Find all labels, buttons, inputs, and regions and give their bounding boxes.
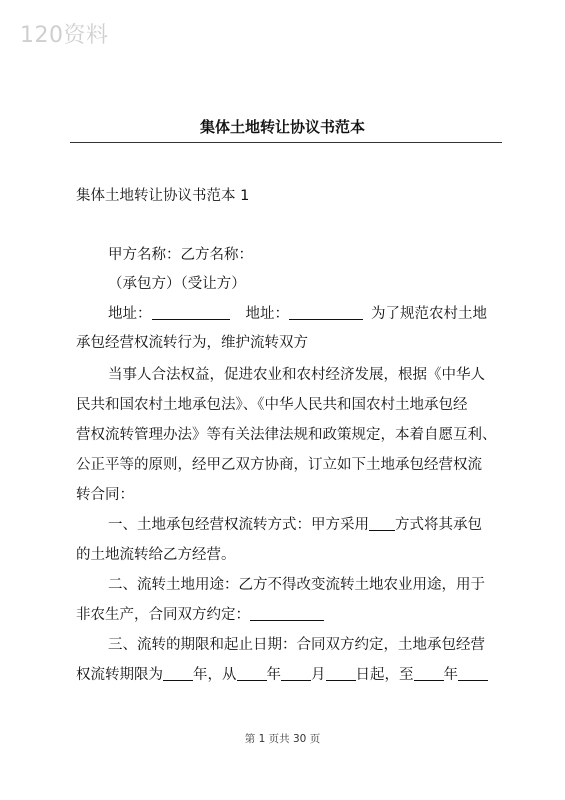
year-label: 年: [266, 667, 281, 683]
body-text-6: 民共和国农村土地承包法》、《中华人民共和国农村土地承包经: [76, 397, 468, 413]
body-line-7: [76, 423, 497, 444]
clause-2-line-2: [76, 603, 324, 624]
body-line-4: [76, 331, 308, 352]
clause-1-text-b: 方式将其承包: [395, 517, 482, 533]
clause-2-line: [108, 573, 485, 594]
clause-1-text-c: 的土地流转给乙方经营。: [76, 547, 236, 563]
body-line-9: [76, 483, 134, 504]
clause-3-line-2: [76, 663, 488, 684]
end-year-label: 年: [443, 667, 458, 683]
address-a-label: 地址：: [108, 306, 152, 322]
party-roles-line: [108, 272, 246, 293]
term-label: 权流转期限为: [76, 667, 163, 683]
body-text-9: 转合同：: [76, 487, 134, 503]
body-text-7: 营权流转管理办法》等有关法律法规和政策规定，本着自愿互利、: [76, 427, 497, 443]
until-label: 日起，至: [355, 667, 414, 683]
address-line: [108, 302, 487, 323]
month-label: 月: [311, 667, 326, 683]
clause-3-line: [108, 633, 485, 654]
title-divider: [70, 142, 502, 143]
clause-2-text-a: 二、流转土地用途：乙方不得改变流转土地农业用途，用于: [108, 577, 485, 593]
body-text-8: 公正平等的原则，经甲乙双方协商，订立如下土地承包经营权流: [76, 457, 482, 473]
clause-3-text-a: 三、流转的期限和起止日期：合同双方约定，土地承包经营: [108, 637, 485, 653]
section-heading: 集体土地转让协议书范本 1: [76, 188, 250, 204]
clause-1-line: [108, 513, 482, 534]
watermark: 120资料: [20, 23, 109, 48]
body-text-5: 当事人合法权益，促进农业和农村经济发展，根据《中华人: [108, 367, 485, 383]
clause-1-text-a: 一、土地承包经营权流转方式：甲方采用: [108, 517, 369, 533]
body-line-8: [76, 453, 482, 474]
transfer-method-blank[interactable]: [369, 515, 395, 531]
party-roles-text: （承包方）（受让方）: [108, 276, 246, 292]
party-names-text: 甲方名称：乙方名称：: [108, 247, 253, 263]
party-names-line: [108, 243, 253, 264]
address-b-blank[interactable]: [289, 304, 363, 320]
body-text-4: 承包经营权流转行为，维护流转双方: [76, 335, 308, 351]
start-day-blank[interactable]: [326, 665, 356, 681]
clause-1-line-2: [76, 543, 236, 564]
address-line-tail: 为了规范农村土地: [371, 306, 487, 322]
clause-2-text-b: 非农生产，合同双方约定：: [76, 607, 250, 623]
page-footer: 第 1 页共 30 页: [244, 733, 321, 745]
address-b-label: 地址：: [245, 306, 289, 322]
body-line-6: [76, 393, 468, 414]
address-a-blank[interactable]: [152, 304, 230, 320]
document-title: 集体土地转让协议书范本: [199, 118, 365, 136]
term-years-blank[interactable]: [163, 665, 193, 681]
end-month-blank[interactable]: [458, 665, 488, 681]
agreement-blank[interactable]: [250, 605, 324, 621]
start-month-blank[interactable]: [281, 665, 311, 681]
body-line-5: [108, 363, 485, 384]
from-label: 年，从: [193, 667, 237, 683]
end-year-blank[interactable]: [414, 665, 444, 681]
start-year-blank[interactable]: [237, 665, 267, 681]
